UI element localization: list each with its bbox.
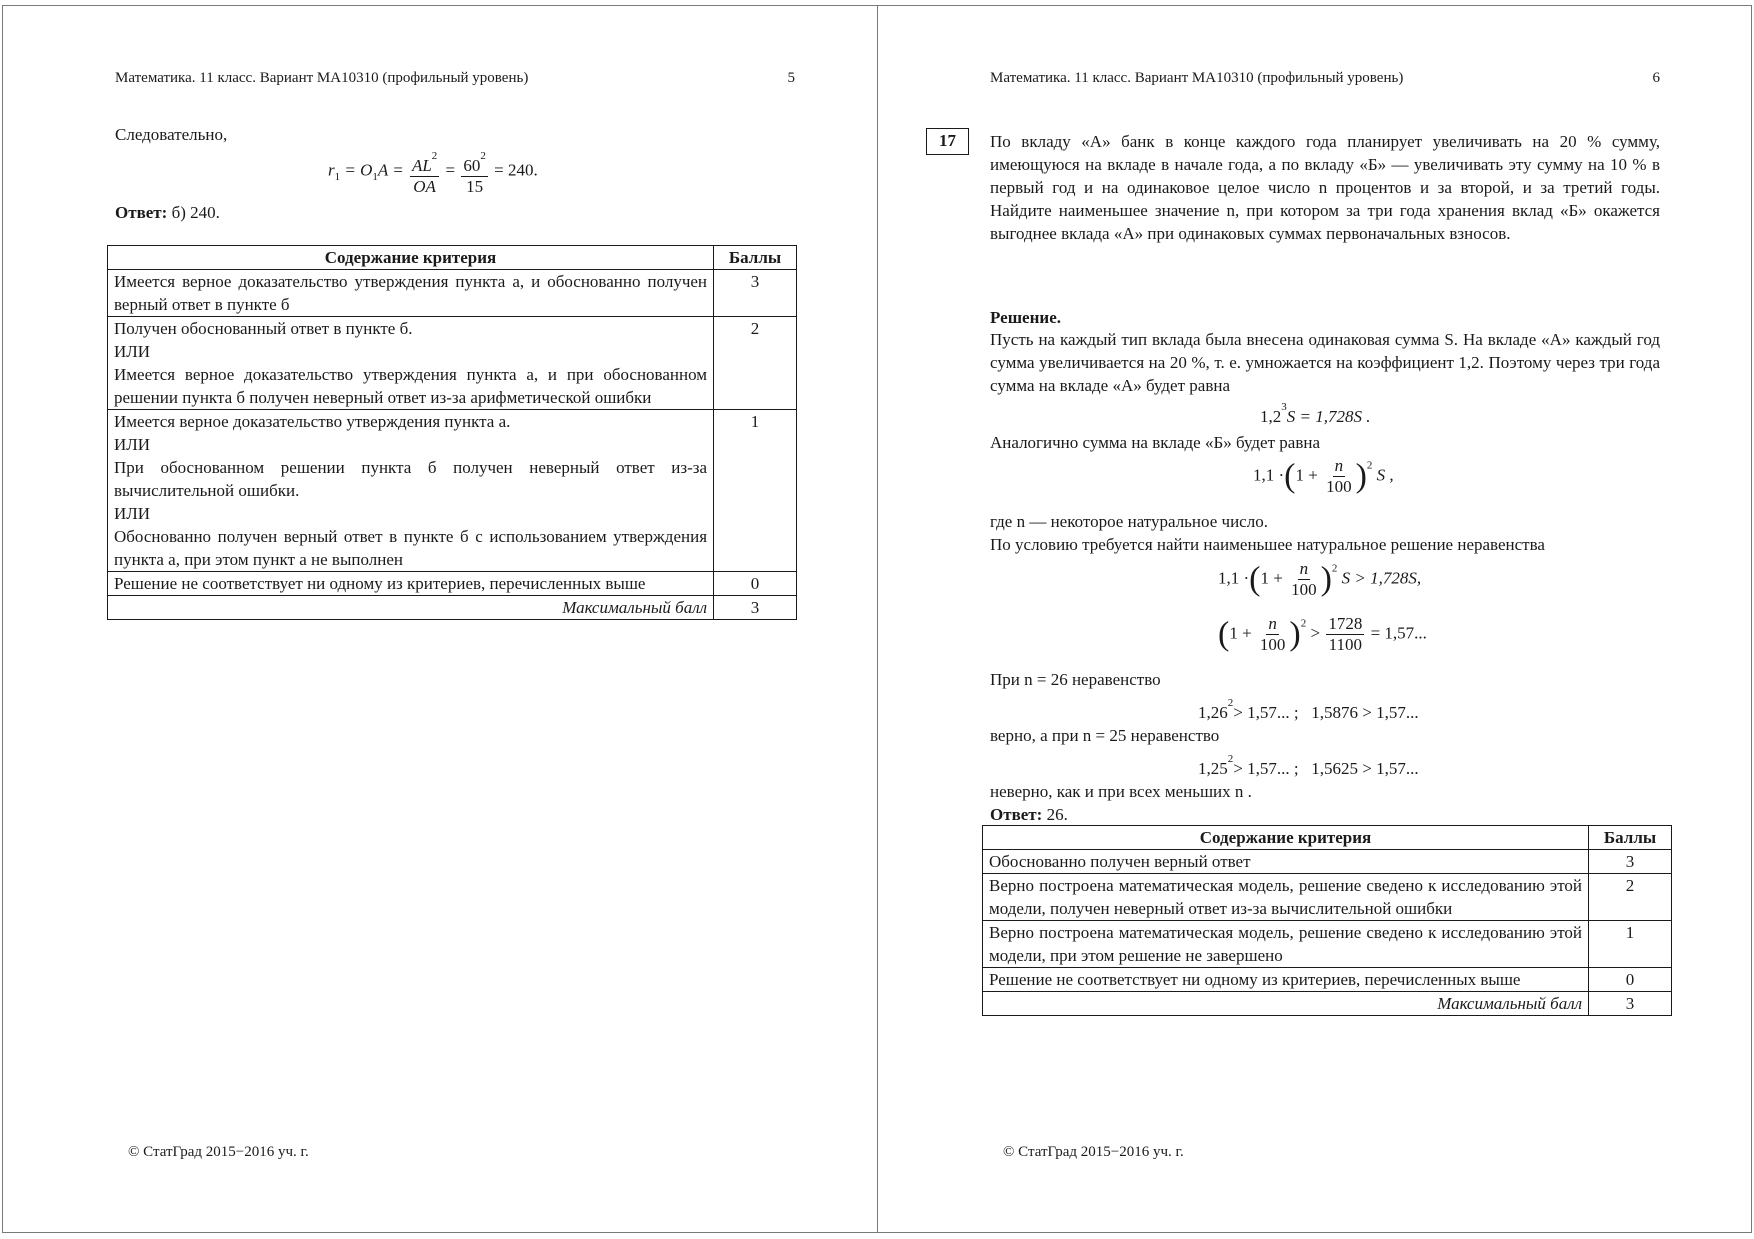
header-title: Математика. 11 класс. Вариант МА10310 (профильный уровень) bbox=[115, 70, 529, 86]
solution-paragraph: При n = 26 неравенство bbox=[990, 670, 1161, 689]
criterion-text: Получен обоснованный ответ в пункте б. ИЛИ Имеется верное доказательство утверждения пункта а, и при обоснованном решении пункта б получен неверный ответ из-за арифметической ошибки bbox=[108, 317, 714, 410]
page-footer: © СтатГрад 2015−2016 уч. г. bbox=[128, 1144, 309, 1160]
answer bbox=[115, 201, 220, 224]
solution-paragraph: верно, а при n = 25 неравенство bbox=[990, 726, 1220, 745]
max-label: Максимальный балл bbox=[108, 596, 714, 620]
criterion-text: Решение не соответствует ни одному из критериев, перечисленных выше bbox=[108, 572, 714, 596]
task-text: По вкладу «А» банк в конце каждого года планирует увеличивать на 20 % сумму, имеющуюся на вкладе в начале года, а по вкладу «Б» — увеличивать эту сумму на 10 % в первый год и на одинаковое целое число n процентов и за второй, и за третий годы. Найдите наименьшее значение n, при котором за три года хранения вклад «Б» окажется выгоднее вклада «А» при одинаковых суммах первоначальных взносов. bbox=[990, 132, 1660, 243]
formula-deposit-b: 1,1 ·(1 + $\frac{n}{100}$ )$^2$ S , bbox=[1253, 456, 1394, 496]
task-number-box: 17 bbox=[926, 128, 969, 155]
page-number: 6 bbox=[1652, 70, 1660, 86]
criteria-table bbox=[107, 245, 797, 620]
page-footer: © СтатГрад 2015−2016 уч. г. bbox=[1003, 1144, 1184, 1160]
table-row bbox=[983, 850, 1672, 874]
criteria-table bbox=[982, 825, 1672, 1016]
answer-value: 26. bbox=[1042, 805, 1068, 824]
criterion-text: Обоснованно получен верный ответ bbox=[983, 850, 1589, 874]
max-points: 3 bbox=[714, 596, 797, 620]
check-n-25: $1,25^2> 1,57$... ; 1,5625 > 1,57... bbox=[1198, 753, 1419, 778]
points: 2 bbox=[1589, 874, 1672, 921]
solution-paragraph: неверно, как и при всех меньших n . bbox=[990, 782, 1252, 801]
table-row bbox=[108, 317, 797, 410]
solution-paragraph: По условию требуется найти наименьшее натуральное решение неравенства bbox=[990, 535, 1545, 554]
answer-label: Ответ: bbox=[990, 805, 1043, 824]
page-header bbox=[990, 70, 1660, 87]
criterion-text: Имеется верное доказательство утверждения пункта а. ИЛИ При обоснованном решении пункта б получен неверный ответ из-за вычислительной ошибки. ИЛИ Обоснованно получен верный ответ в пункте б с использованием утверждения пункта а, при этом пункт а не выполнен bbox=[108, 410, 714, 572]
page-header bbox=[115, 70, 795, 87]
col-points: Баллы bbox=[1589, 826, 1672, 850]
col-criterion: Содержание критерия bbox=[983, 826, 1589, 850]
table-max-row bbox=[108, 596, 797, 620]
solution-label: Решение. bbox=[990, 308, 1061, 327]
answer-value: б) 240. bbox=[167, 203, 220, 222]
inequality-2: (1 + $\frac{n}{100}$ )$^2$ > $\frac{1728}{1100}$ = 1,57... bbox=[1218, 614, 1427, 654]
criterion-text: Верно построена математическая модель, решение сведено к исследованию этой модели, получен неверный ответ из-за вычислительной ошибки bbox=[983, 874, 1589, 921]
points: 3 bbox=[1589, 850, 1672, 874]
inequality-1: 1,1 ·(1 + $\frac{n}{100}$ )$^2$ S > 1,728S, bbox=[1218, 559, 1422, 599]
solution-paragraph: где n — некоторое натуральное число. bbox=[990, 512, 1268, 531]
table-header bbox=[983, 826, 1672, 850]
col-points: Баллы bbox=[714, 246, 797, 270]
table-row bbox=[983, 921, 1672, 968]
criterion-text: Имеется верное доказательство утверждения пункта а, и обоснованно получен верный ответ в пункте б bbox=[108, 270, 714, 317]
criterion-text: Решение не соответствует ни одному из критериев, перечисленных выше bbox=[983, 968, 1589, 992]
criterion-text: Верно построена математическая модель, решение сведено к исследованию этой модели, при этом решение не завершено bbox=[983, 921, 1589, 968]
page-5 bbox=[2, 5, 878, 1233]
intro-text: Следовательно, bbox=[115, 125, 228, 144]
max-points: 3 bbox=[1589, 992, 1672, 1016]
answer bbox=[990, 803, 1068, 826]
table-row bbox=[983, 968, 1672, 992]
points: 2 bbox=[714, 317, 797, 410]
max-label: Максимальный балл bbox=[983, 992, 1589, 1016]
check-n-26: $1,26^2> 1,57$... ; 1,5876 > 1,57... bbox=[1198, 697, 1419, 722]
solution-paragraph: Пусть на каждый тип вклада была внесена одинаковая сумма S. На вкладе «А» каждый год сумма увеличивается на 20 %, т. е. умножается на коэффициент 1,2. Поэтому через три года сумма на вкладе «А» будет равна bbox=[990, 330, 1660, 395]
table-row bbox=[108, 270, 797, 317]
points: 1 bbox=[714, 410, 797, 572]
solution-paragraph: Аналогично сумма на вкладе «Б» будет равна bbox=[990, 433, 1320, 452]
table-row bbox=[108, 572, 797, 596]
col-criterion: Содержание критерия bbox=[108, 246, 714, 270]
points: 3 bbox=[714, 270, 797, 317]
table-max-row bbox=[983, 992, 1672, 1016]
table-row bbox=[983, 874, 1672, 921]
table-row bbox=[108, 410, 797, 572]
page-6 bbox=[877, 5, 1752, 1233]
points: 1 bbox=[1589, 921, 1672, 968]
points: 0 bbox=[1589, 968, 1672, 992]
header-title: Математика. 11 класс. Вариант МА10310 (профильный уровень) bbox=[990, 70, 1404, 86]
table-header bbox=[108, 246, 797, 270]
formula-deposit-a: $1,2^3S = 1,728S$ . bbox=[1260, 401, 1371, 426]
points: 0 bbox=[714, 572, 797, 596]
radius-formula: $r_1 = O_1A$ = $\frac{AL^2}{OA}$ = $\frac{60^2}{15}$ = 240. bbox=[328, 146, 538, 197]
answer-label: Ответ: bbox=[115, 203, 168, 222]
page-number: 5 bbox=[787, 70, 795, 86]
